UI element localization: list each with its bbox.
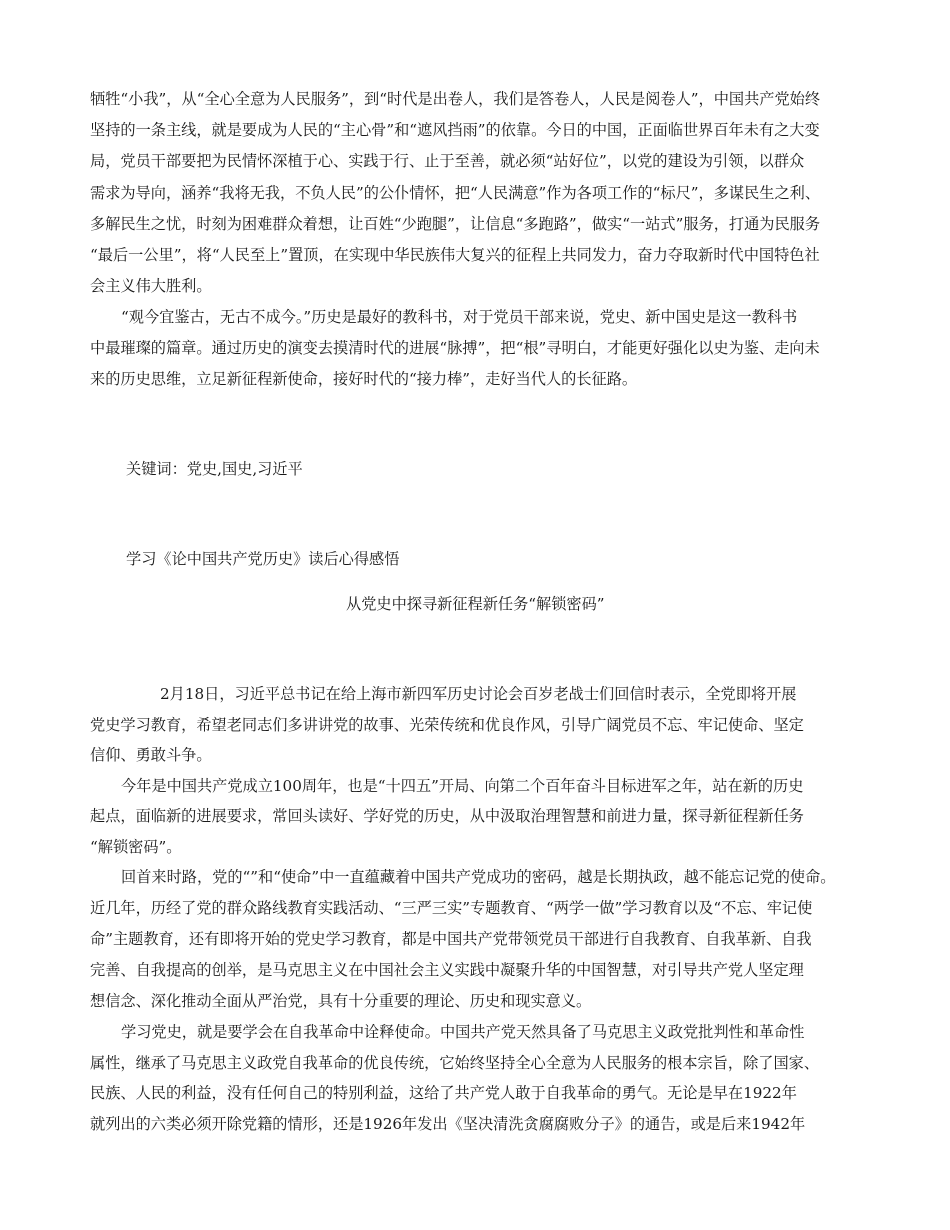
keywords-line: 关键词：党史,国史,习近平	[126, 460, 303, 478]
subheading: 学习《论中国共产党历史》读后心得感悟	[126, 550, 400, 568]
body-line: 民族、人民的利益，没有任何自己的特别利益，这给了共产党人敢于自我革命的勇气。无论是早在1922年	[90, 1084, 797, 1102]
body-line: “观今宜鉴古，无古不成今。”历史是最好的教科书，对于党员干部来说，党史、新中国史是这一教科书	[121, 308, 798, 326]
body-line: 局，党员干部要把为民情怀深植于心、实践于行、止于至善，就必须“站好位”，以党的建设为引领，以群众	[90, 152, 805, 170]
body-line: 属性，继承了马克思主义政党自我革命的优良传统，它始终坚持全心全意为人民服务的根本宗旨，除了国家、	[90, 1054, 819, 1072]
body-line: 中最璀璨的篇章。通过历史的演变去摸清时代的进展“脉搏”，把“根”寻明白，才能更好强化以史为鉴、走向未	[90, 339, 820, 357]
body-line: 来的历史思维，立足新征程新使命，接好时代的“接力棒”，走好当代人的长征路。	[90, 370, 638, 388]
body-line: 起点，面临新的进展要求，常回头读好、学好党的历史，从中汲取治理智慧和前进力量，探寻新征程新任务	[90, 807, 804, 825]
body-line: 牺牲“小我”，从“全心全意为人民服务”，到“时代是出卷人，我们是答卷人，人民是阅卷人”，中国共产党始终	[90, 90, 821, 108]
body-line: 完善、自我提高的创举，是马克思主义在中国社会主义实践中凝聚升华的中国智慧，对引导共产党人坚定理	[90, 961, 804, 979]
body-line: 需求为导向，涵养“我将无我，不负人民”的公仆情怀，把“人民满意”作为各项工作的“标尺”，多谋民生之利、	[90, 184, 821, 202]
body-line: “最后一公里”，将“人民至上”置顶，在实现中华民族伟大复兴的征程上共同发力，奋力夺取新时代中国特色社	[90, 246, 820, 264]
body-line: 信仰、勇敢斗争。	[90, 746, 212, 764]
body-line: 今年是中国共产党成立100周年，也是“十四五”开局、向第二个百年奋斗目标进军之年，站在新的历史	[121, 777, 804, 795]
body-line: 回首来时路，党的“”和“使命”中一直蕴藏着中国共产党成功的密码，越是长期执政，越不能忘记党的使命。	[121, 868, 836, 886]
body-line: 学习党史，就是要学会在自我革命中诠释使命。中国共产党天然具备了马克思主义政党批判性和革命性	[121, 1023, 805, 1041]
body-line: 坚持的一条主线，就是要成为人民的“主心骨”和“遮风挡雨”的依靠。今日的中国，正面临世界百年未有之大变	[90, 121, 820, 139]
body-line: 会主义伟大胜利。	[90, 277, 212, 295]
body-line: 命”主题教育，还有即将开始的党史学习教育，都是中国共产党带领党员干部进行自我教育、自我革新、自我	[90, 930, 812, 948]
body-line: 2月18日，习近平总书记在给上海市新四军历史讨论会百岁老战士们回信时表示，全党即将开展	[160, 685, 797, 703]
body-line: 想信念、深化推动全面从严治党，具有十分重要的理论、历史和现实意义。	[90, 992, 592, 1010]
article-title: 从党史中探寻新征程新任务“解锁密码”	[346, 595, 605, 613]
body-line: 多解民生之忧，时刻为困难群众着想，让百姓“少跑腿”，让信息“多跑路”，做实“一站式”服务，打通为民服务	[90, 215, 821, 233]
body-line: 党史学习教育，希望老同志们多讲讲党的故事、光荣传统和优良作风，引导广阔党员不忘、牢记使命、坚定	[90, 716, 804, 734]
body-line: 就列出的六类必须开除党籍的情形，还是1926年发出《坚决清洗贪腐腐败分子》的通告，或是后来1942年	[90, 1115, 806, 1133]
body-line: “解锁密码”。	[90, 838, 182, 856]
body-line: 近几年，历经了党的群众路线教育实践活动、“三严三实”专题教育、“两学一做”学习教育以及“不忘、牢记使	[90, 899, 813, 917]
